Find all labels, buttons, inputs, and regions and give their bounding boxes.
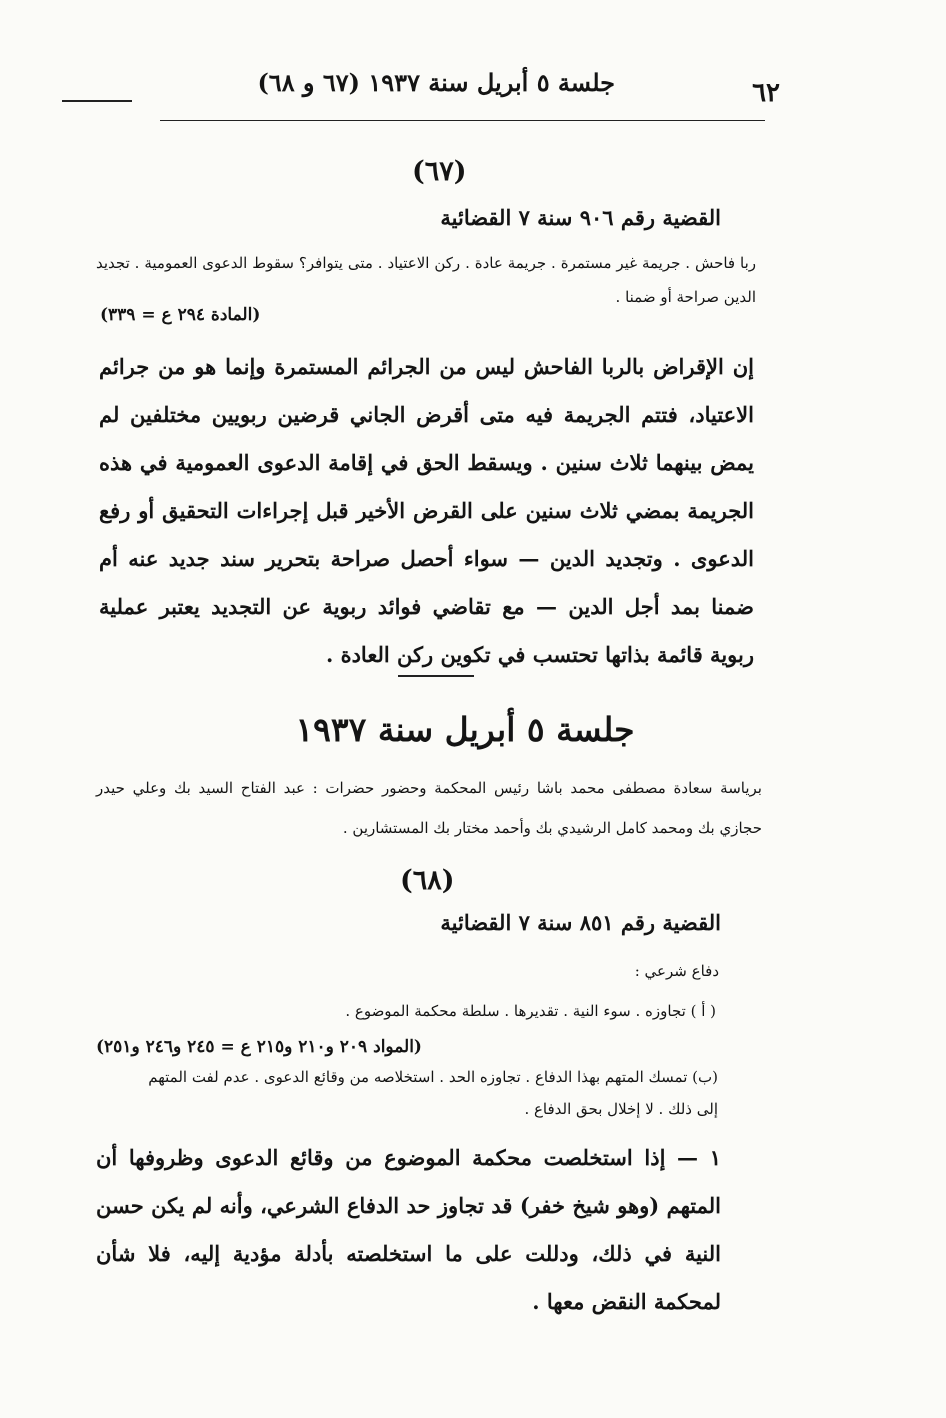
case-67-citation: (المادة ٢٩٤ ع = ٣٣٩) [100, 305, 261, 325]
case-67-title: القضية رقم ٩٠٦ سنة ٧ القضائية [440, 205, 721, 230]
case-68-number: (٦٨) [400, 865, 455, 896]
case-68-body: ١ — إذا استخلصت محكمة الموضوع من وقائع الدعوى وظروفها أن المتهم (وهو شيخ خفر) قد تجاوز حد الدفاع الشرعي، وأنه لم يكن حسن النية في ذلك، ودللت على ما استخلصته بأدلة مؤدية إليه، فلا شأن لمحكمة النقض معها . [96, 1145, 721, 1314]
case-68-point-b-line2: إلى ذلك . لا إخلال بحق الدفاع . [524, 1100, 718, 1118]
case-67-headnote: ربا فاحش . جريمة غير مستمرة . جريمة عادة . ركن الاعتياد . متى يتوافر؟ سقوط الدعوى العمومية . تجديد الدين صراحة أو ضمنا . [96, 254, 756, 306]
section-divider [398, 675, 474, 677]
case-67-number: (٦٧) [412, 156, 467, 187]
case-68-citation: (المواد ٢٠٩ و٢١٠ و٢١٥ ع = ٢٤٥ و٢٤٦ و٢٥١) [96, 1037, 422, 1057]
header-stub-line [62, 100, 132, 102]
page-number: ٦٢ [752, 78, 780, 108]
running-header [60, 60, 780, 108]
case-68-title: القضية رقم ٨٥١ سنة ٧ القضائية [440, 910, 721, 935]
case-68-point-a: ( أ ) تجاوزه . سوء النية . تقديرها . سلطة محكمة الموضوع . [345, 1002, 716, 1020]
session-presiding: برياسة سعادة مصطفى محمد باشا رئيس المحكمة وحضور حضرات : عبد الفتاح السيد بك وعلي حيدر حجازي بك ومحمد كامل الرشيدي بك وأحمد مختار بك المستشارين . [96, 779, 762, 837]
case-68-topic: دفاع شرعي : [634, 962, 719, 980]
case-68-point-b-line1: (ب) تمسك المتهم بهذا الدفاع . تجاوزه الحد . استخلاصه من وقائع الدعوى . عدم لفت المتهم [148, 1068, 718, 1086]
header-rule [160, 120, 765, 121]
header-title: جلسة ٥ أبريل سنة ١٩٣٧ (٦٧ و ٦٨) [257, 68, 615, 97]
case-67-body: إن الإقراض بالربا الفاحش ليس من الجرائم المستمرة وإنما هو من جرائم الاعتياد، فتتم الجريمة فيه متى أقرض الجاني قرضين ربويين مختلفين لم يمض بينهما ثلاث سنين . ويسقط الحق في إقامة الدعوى العمومية في هذه الجريمة بمضي ثلاث سنين على القرض الأخير قبل إجراءات التحقيق أو رفع الدعوى . وتجديد الدين — سواء أحصل صراحة بتحرير سند جديد عنه أم ضمنا بمد أجل الدين — مع تقاضي فوائد ربوية عن التجديد يعتبر عملية ربوية قائمة بذاتها تحتسب في تكوين ركن العادة . [99, 354, 754, 667]
session-title: جلسة ٥ أبريل سنة ١٩٣٧ [295, 710, 635, 749]
